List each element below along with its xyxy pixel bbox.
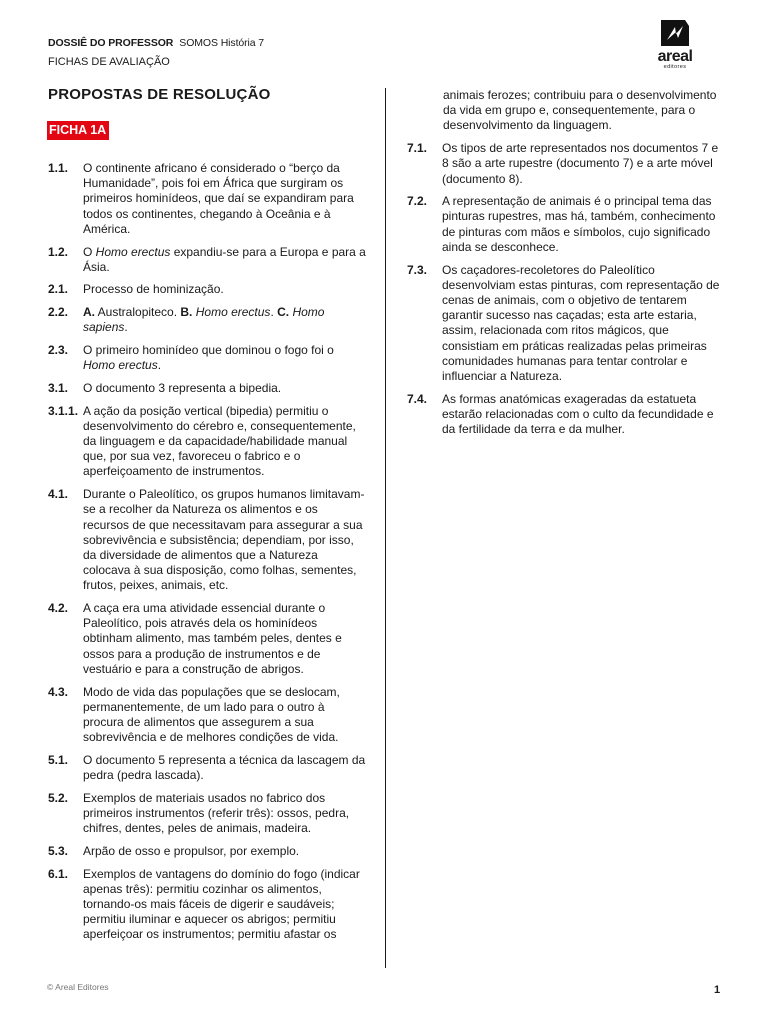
answer-number: 7.2. xyxy=(407,194,428,209)
answer-text-run: Exemplos de materiais usados no fabrico dos primeiros instrumentos (referir três): ossos, pedra, chifres, dentes, peles de animais, madeira. xyxy=(83,790,350,836)
answer-text xyxy=(83,867,366,943)
answer-number: 4.1. xyxy=(48,487,69,502)
answer-item xyxy=(48,282,366,297)
answer-text xyxy=(442,392,725,438)
answer-text-run: Modo de vida das populações que se deslocam, permanentemente, de um lado para o outro à procura de alimentos que assegurem a sua sobrevivência e de melhores condições de vida. xyxy=(83,684,340,745)
answer-item xyxy=(48,601,366,677)
answer-text-run: O documento 5 representa a técnica da lascagem da pedra (pedra lascada). xyxy=(83,752,366,783)
answer-text-run: Exemplos de vantagens do domínio do fogo (indicar apenas três): permitiu cozinhar os alimentos, tornando-os mais fáceis de digerir e saudáveis; permitiu iluminar e aquecer os abrigos; permitiu aperfeiçoar os instrumentos; permitiu afastar os xyxy=(83,866,360,942)
answer-text-run: Durante o Paleolítico, os grupos humanos limitavam-se a recolher da Natureza os alimentos e os recursos de que necessitavam para assegurar a sua sobrevivência e subsistência; dependiam, por isso, da diversidade de alimentos que a Natureza colocava à sua disposição, como folhas, sementes, frutos, peixes, animais, etc. xyxy=(83,487,365,593)
ficha-badge: FICHA 1A xyxy=(47,121,109,140)
answer-item xyxy=(48,685,366,746)
answer-text-run: A caça era uma atividade essencial durante o Paleolítico, pois através dela os hominídeos obtinham alimento, mas também peles, dentes e ossos para a produção de instrumentos e de vestuário e para a construção de abrigos. xyxy=(83,601,342,676)
answer-text-run: . xyxy=(124,320,128,335)
answer-text xyxy=(83,487,366,593)
answer-text-run: Homo erectus xyxy=(195,305,271,320)
answer-text-run: . xyxy=(157,358,162,373)
answer-item xyxy=(407,141,725,187)
answer-number: 5.3. xyxy=(48,843,69,858)
answer-number: 7.1. xyxy=(407,141,428,156)
page-title: PROPOSTAS DE RESOLUÇÃO xyxy=(48,86,271,103)
answer-item xyxy=(48,404,366,480)
answer-number: 2.1. xyxy=(48,282,69,297)
answer-number: 7.3. xyxy=(407,262,428,277)
answer-item xyxy=(48,381,366,396)
answer-number: 7.4. xyxy=(407,391,428,406)
continued-text: animais ferozes; contribuiu para o desenvolvimento da vida em grupo e, consequentemente, para o desenvolvimento da linguagem. xyxy=(443,88,717,133)
answer-text-run: Homo sapiens xyxy=(83,305,325,335)
answer-text xyxy=(83,753,366,783)
answer-item xyxy=(407,263,725,385)
answer-number: 3.1.1. xyxy=(48,403,79,418)
header-subtitle: FICHAS DE AVALIAÇÃO xyxy=(48,56,170,68)
answer-text xyxy=(83,791,366,837)
answer-item xyxy=(48,487,366,593)
answer-text-run: expandiu-se para a Europa e para a Ásia. xyxy=(83,244,366,274)
answer-text xyxy=(83,343,366,373)
answer-text-run: Arpão de osso e propulsor, por exemplo. xyxy=(83,843,300,858)
logo-subtitle: editores xyxy=(663,64,687,70)
answer-text xyxy=(83,844,366,859)
answer-text-run: C. xyxy=(277,305,290,320)
answer-item xyxy=(48,343,366,373)
answer-number: 5.2. xyxy=(48,790,69,805)
answer-item xyxy=(407,392,725,438)
answer-text-run: O primeiro hominídeo que dominou o fogo foi o xyxy=(83,343,334,358)
footer-copyright: © Areal Editores xyxy=(47,982,109,992)
answer-number: 2.3. xyxy=(48,343,69,358)
answer-text xyxy=(83,404,366,480)
answer-number: 5.1. xyxy=(48,752,69,767)
logo-wordmark: areal xyxy=(657,48,693,65)
right-column xyxy=(407,88,725,445)
answer-text-run: Homo erectus xyxy=(95,244,171,259)
answer-text-run: Os tipos de arte representados nos documentos 7 e 8 são a arte rupestre (documento 7) e a arte móvel (documento 8). xyxy=(442,141,719,186)
answer-text xyxy=(83,282,366,297)
document-header xyxy=(48,37,264,49)
areal-logo-icon xyxy=(645,18,705,48)
answer-text-run: Homo erectus xyxy=(83,358,158,373)
answer-text-run: B. xyxy=(180,305,193,320)
answer-item xyxy=(48,161,366,237)
answer-text xyxy=(83,381,366,396)
answer-number: 4.2. xyxy=(48,601,69,616)
left-column xyxy=(48,161,366,950)
answer-item xyxy=(407,194,725,255)
answer-text-run: A representação de animais é o principal tema das pinturas rupestres, mas há, também, conhecimento de pinturas com mãos e símbolos, cujo significado ainda se desconhece. xyxy=(442,194,716,254)
answer-text-run: Processo de hominização. xyxy=(83,282,224,297)
answer-text-run: Os caçadores-recoletores do Paleolítico desenvolviam estas pinturas, com representação de cenas de animais, com o objetivo de tentarem garantir sucesso nas caçadas; esta arte estaria, assim, relacionada com ritos mágicos, que consistiam em práticas realizadas pelas primeiras comunidades humanas para tentar controlar e influenciar a Natureza. xyxy=(442,262,720,383)
right-items xyxy=(407,141,725,437)
header-label: DOSSIÊ DO PROFESSOR xyxy=(48,37,174,49)
answer-text xyxy=(442,194,725,255)
answer-text xyxy=(83,161,366,237)
answer-item xyxy=(48,791,366,837)
answer-item xyxy=(48,245,366,275)
answer-text-run: A. xyxy=(83,305,95,320)
answer-text-run: A ação da posição vertical (bipedia) permitiu o desenvolvimento do cérebro e, consequentemente, da linguagem e da capacidade/habilidade manual que, por sua vez, favoreceu o fabrico e o aperfeiçoamento de instrumentos. xyxy=(83,403,356,479)
answer-number: 4.3. xyxy=(48,684,69,699)
answer-number: 6.1. xyxy=(48,866,69,881)
answer-item xyxy=(48,305,366,335)
answer-text xyxy=(442,141,725,187)
page-number: 1 xyxy=(714,984,721,996)
answer-text-run: Australopiteco. xyxy=(95,305,181,320)
answer-number: 3.1. xyxy=(48,380,69,395)
answer-text xyxy=(83,305,366,335)
column-divider xyxy=(385,88,386,968)
answer-text xyxy=(442,263,725,385)
header-series: SOMOS História 7 xyxy=(179,37,265,49)
answer-text-run: O xyxy=(83,244,96,259)
answer-text-run: O documento 3 representa a bipedia. xyxy=(83,380,282,395)
answer-item xyxy=(48,844,366,859)
answer-number: 2.2. xyxy=(48,305,69,320)
answer-item xyxy=(48,753,366,783)
answer-number: 1.1. xyxy=(48,161,69,175)
answer-text xyxy=(83,245,366,275)
answer-text xyxy=(83,685,366,746)
answer-text-run: . xyxy=(270,305,278,320)
answer-item xyxy=(48,867,366,943)
answer-text-run: As formas anatómicas exageradas da estatueta estarão relacionadas com o culto da fecundidade e da fertilidade da terra e da mulher. xyxy=(442,391,714,437)
answer-text-run: O continente africano é considerado o “berço da Humanidade”, pois foi em África que surgiram os primeiros hominídeos, que daí se expandiram para todos os continentes, chegando à Oceânia e à América. xyxy=(83,161,354,236)
answer-text xyxy=(83,601,366,677)
answer-number: 1.2. xyxy=(48,244,69,259)
areal-logo xyxy=(645,18,705,70)
